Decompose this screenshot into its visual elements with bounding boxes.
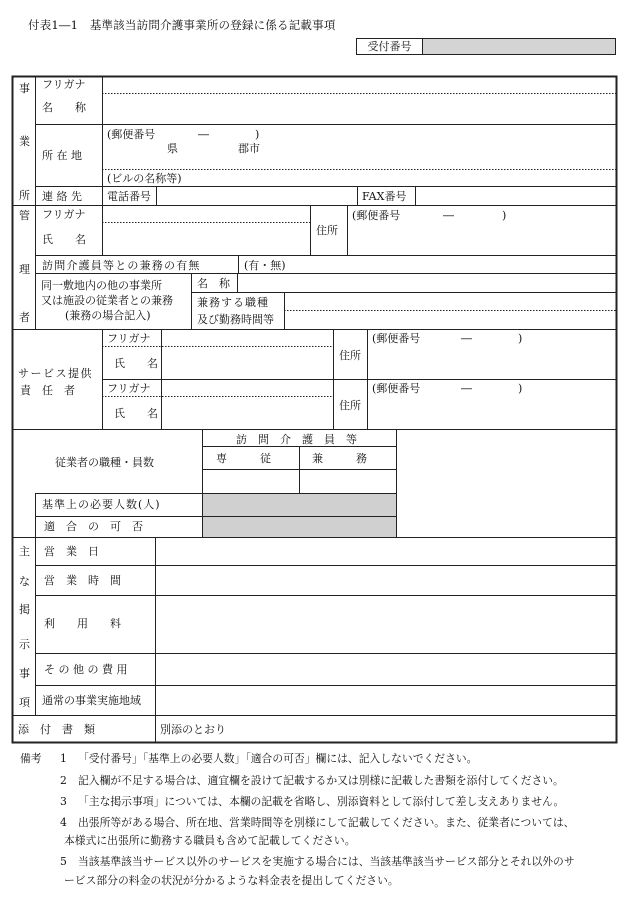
attachment-value: 別添のとおり bbox=[160, 723, 226, 736]
main-items-char-5: 事 bbox=[19, 667, 30, 680]
manager-name-label: 氏 名 bbox=[42, 233, 86, 246]
reception-number-label: 受付番号 bbox=[357, 39, 423, 54]
provider-1-address-label: 住所 bbox=[339, 349, 361, 362]
main-items-char-4: 示 bbox=[19, 638, 30, 651]
business-fax-label: FAX番号 bbox=[362, 190, 407, 203]
main-items-days-label: 営 業 日 bbox=[44, 545, 99, 558]
note-num-4: 4 bbox=[60, 816, 67, 829]
manager-concurrent-label: 訪問介護員等との兼務の有無 bbox=[42, 259, 201, 272]
required-count-shaded-field bbox=[203, 494, 396, 537]
provider-label-2: 責 任 者 bbox=[20, 384, 75, 397]
manager-postal-close: ) bbox=[502, 209, 507, 222]
provider-1-name-label: 氏 名 bbox=[114, 357, 158, 370]
provider-2-name-label: 氏 名 bbox=[114, 407, 158, 420]
provider-2-postal-label: (郵便番号 bbox=[372, 382, 421, 395]
note-num-3: 3 bbox=[60, 795, 67, 808]
manager-postal-label: (郵便番号 bbox=[352, 209, 401, 222]
main-items-char-6: 項 bbox=[19, 696, 30, 709]
manager-section-char-1: 管 bbox=[19, 209, 30, 222]
main-items-char-1: 主 bbox=[19, 545, 30, 558]
attachment-label: 添 付 書 類 bbox=[18, 723, 95, 736]
provider-2-postal-close: ) bbox=[518, 382, 523, 395]
manager-address-label: 住所 bbox=[316, 224, 338, 237]
manager-other-duty-label-2: 及び勤務時間等 bbox=[197, 313, 274, 326]
business-contact-label: 連 絡 先 bbox=[42, 190, 82, 203]
note-text-5-cont: ービス部分の料金の状況が分かるような料金表を提出してください。 bbox=[64, 874, 399, 887]
business-furigana-label: フリガナ bbox=[42, 78, 86, 91]
provider-1-postal-dash: ― bbox=[461, 332, 472, 345]
business-city: 郡市 bbox=[238, 142, 260, 155]
manager-other-duty-label-1: 兼務する職種 bbox=[197, 296, 269, 309]
document-title: 付表1―1 基準該当訪問介護事業所の登録に係る記載事項 bbox=[28, 18, 336, 32]
note-num-1: 1 bbox=[60, 752, 67, 765]
note-text-2: 記入欄が不足する場合は、適宜欄を設けて記載するか又は別様に記載した書類を添付してください。 bbox=[78, 774, 564, 787]
main-items-hours-label: 営 業 時 間 bbox=[44, 574, 121, 587]
main-items-char-2: な bbox=[19, 575, 30, 588]
manager-section-char-3: 者 bbox=[19, 311, 30, 324]
manager-other-label-1: 同一敷地内の他の事業所 bbox=[41, 279, 162, 292]
provider-label-1: サービス提供 bbox=[18, 367, 93, 380]
manager-other-label-2: 又は施設の従業者との兼務 bbox=[41, 294, 173, 307]
provider-1-postal-label: (郵便番号 bbox=[372, 332, 421, 345]
staff-parttime-header: 兼 務 bbox=[312, 452, 367, 465]
note-num-5: 5 bbox=[60, 855, 67, 868]
note-num-2: 2 bbox=[60, 774, 67, 787]
main-items-fee-label: 利 用 料 bbox=[44, 617, 121, 630]
staff-label: 従業者の職種・員数 bbox=[55, 456, 154, 469]
business-name-label: 名 称 bbox=[42, 101, 86, 114]
notes-heading: 備考 bbox=[20, 752, 42, 765]
note-text-5: 当該基準該当サービス以外のサービスを実施する場合には、当該基準該当サービス部分とそれ以外のサ bbox=[78, 855, 575, 868]
manager-furigana-label: フリガナ bbox=[42, 208, 86, 221]
note-text-1: 「受付番号」「基準上の必要人数」「適合の可否」欄には、記入しないでください。 bbox=[78, 752, 478, 765]
business-prefecture: 県 bbox=[167, 142, 178, 155]
note-text-4-cont: 本様式に出張所に勤務する職員も含めて記載してください。 bbox=[64, 834, 356, 847]
main-items-other-fees-label: そ の 他 の 費 用 bbox=[44, 663, 128, 676]
staff-compliance-label: 適 合 の 可 否 bbox=[44, 520, 143, 533]
note-text-3: 「主な掲示事項」については、本欄の記載を省略し、別添資料として添付して差し支えありません。 bbox=[78, 795, 565, 808]
provider-2-postal-dash: ― bbox=[461, 382, 472, 395]
provider-2-furigana-label: フリガナ bbox=[107, 382, 151, 395]
business-building-label: (ビルの名称等) bbox=[107, 172, 182, 185]
provider-2-address-label: 住所 bbox=[339, 399, 361, 412]
manager-other-label-3: (兼務の場合記入) bbox=[65, 309, 151, 322]
business-phone-label: 電話番号 bbox=[107, 190, 151, 203]
note-text-4: 出張所等がある場合、所在地、営業時間等を別様にして記載してください。また、従業者については、 bbox=[78, 816, 575, 829]
business-postal-label: (郵便番号 bbox=[107, 128, 156, 141]
business-address-label: 所 在 地 bbox=[42, 149, 82, 162]
form-outer-border bbox=[13, 77, 617, 743]
provider-1-postal-close: ) bbox=[518, 332, 523, 345]
business-section-char-2: 業 bbox=[19, 135, 30, 148]
manager-other-name-label: 名 称 bbox=[197, 277, 230, 290]
staff-column-header: 訪 問 介 護 員 等 bbox=[236, 433, 357, 446]
main-items-char-3: 掲 bbox=[19, 603, 30, 616]
business-postal-dash: ― bbox=[198, 128, 209, 141]
provider-1-furigana-label: フリガナ bbox=[107, 332, 151, 345]
business-section-char-1: 事 bbox=[19, 82, 30, 95]
business-section-char-3: 所 bbox=[19, 189, 30, 202]
business-postal-close: ) bbox=[255, 128, 260, 141]
manager-section-char-2: 理 bbox=[19, 263, 30, 276]
manager-postal-dash: ― bbox=[443, 209, 454, 222]
manager-concurrent-value[interactable]: (有・無) bbox=[244, 259, 286, 272]
staff-required-label: 基準上の必要人数(人) bbox=[42, 498, 161, 511]
staff-fulltime-header: 専 従 bbox=[216, 452, 271, 465]
main-items-area-label: 通常の事業実施地域 bbox=[42, 694, 141, 707]
